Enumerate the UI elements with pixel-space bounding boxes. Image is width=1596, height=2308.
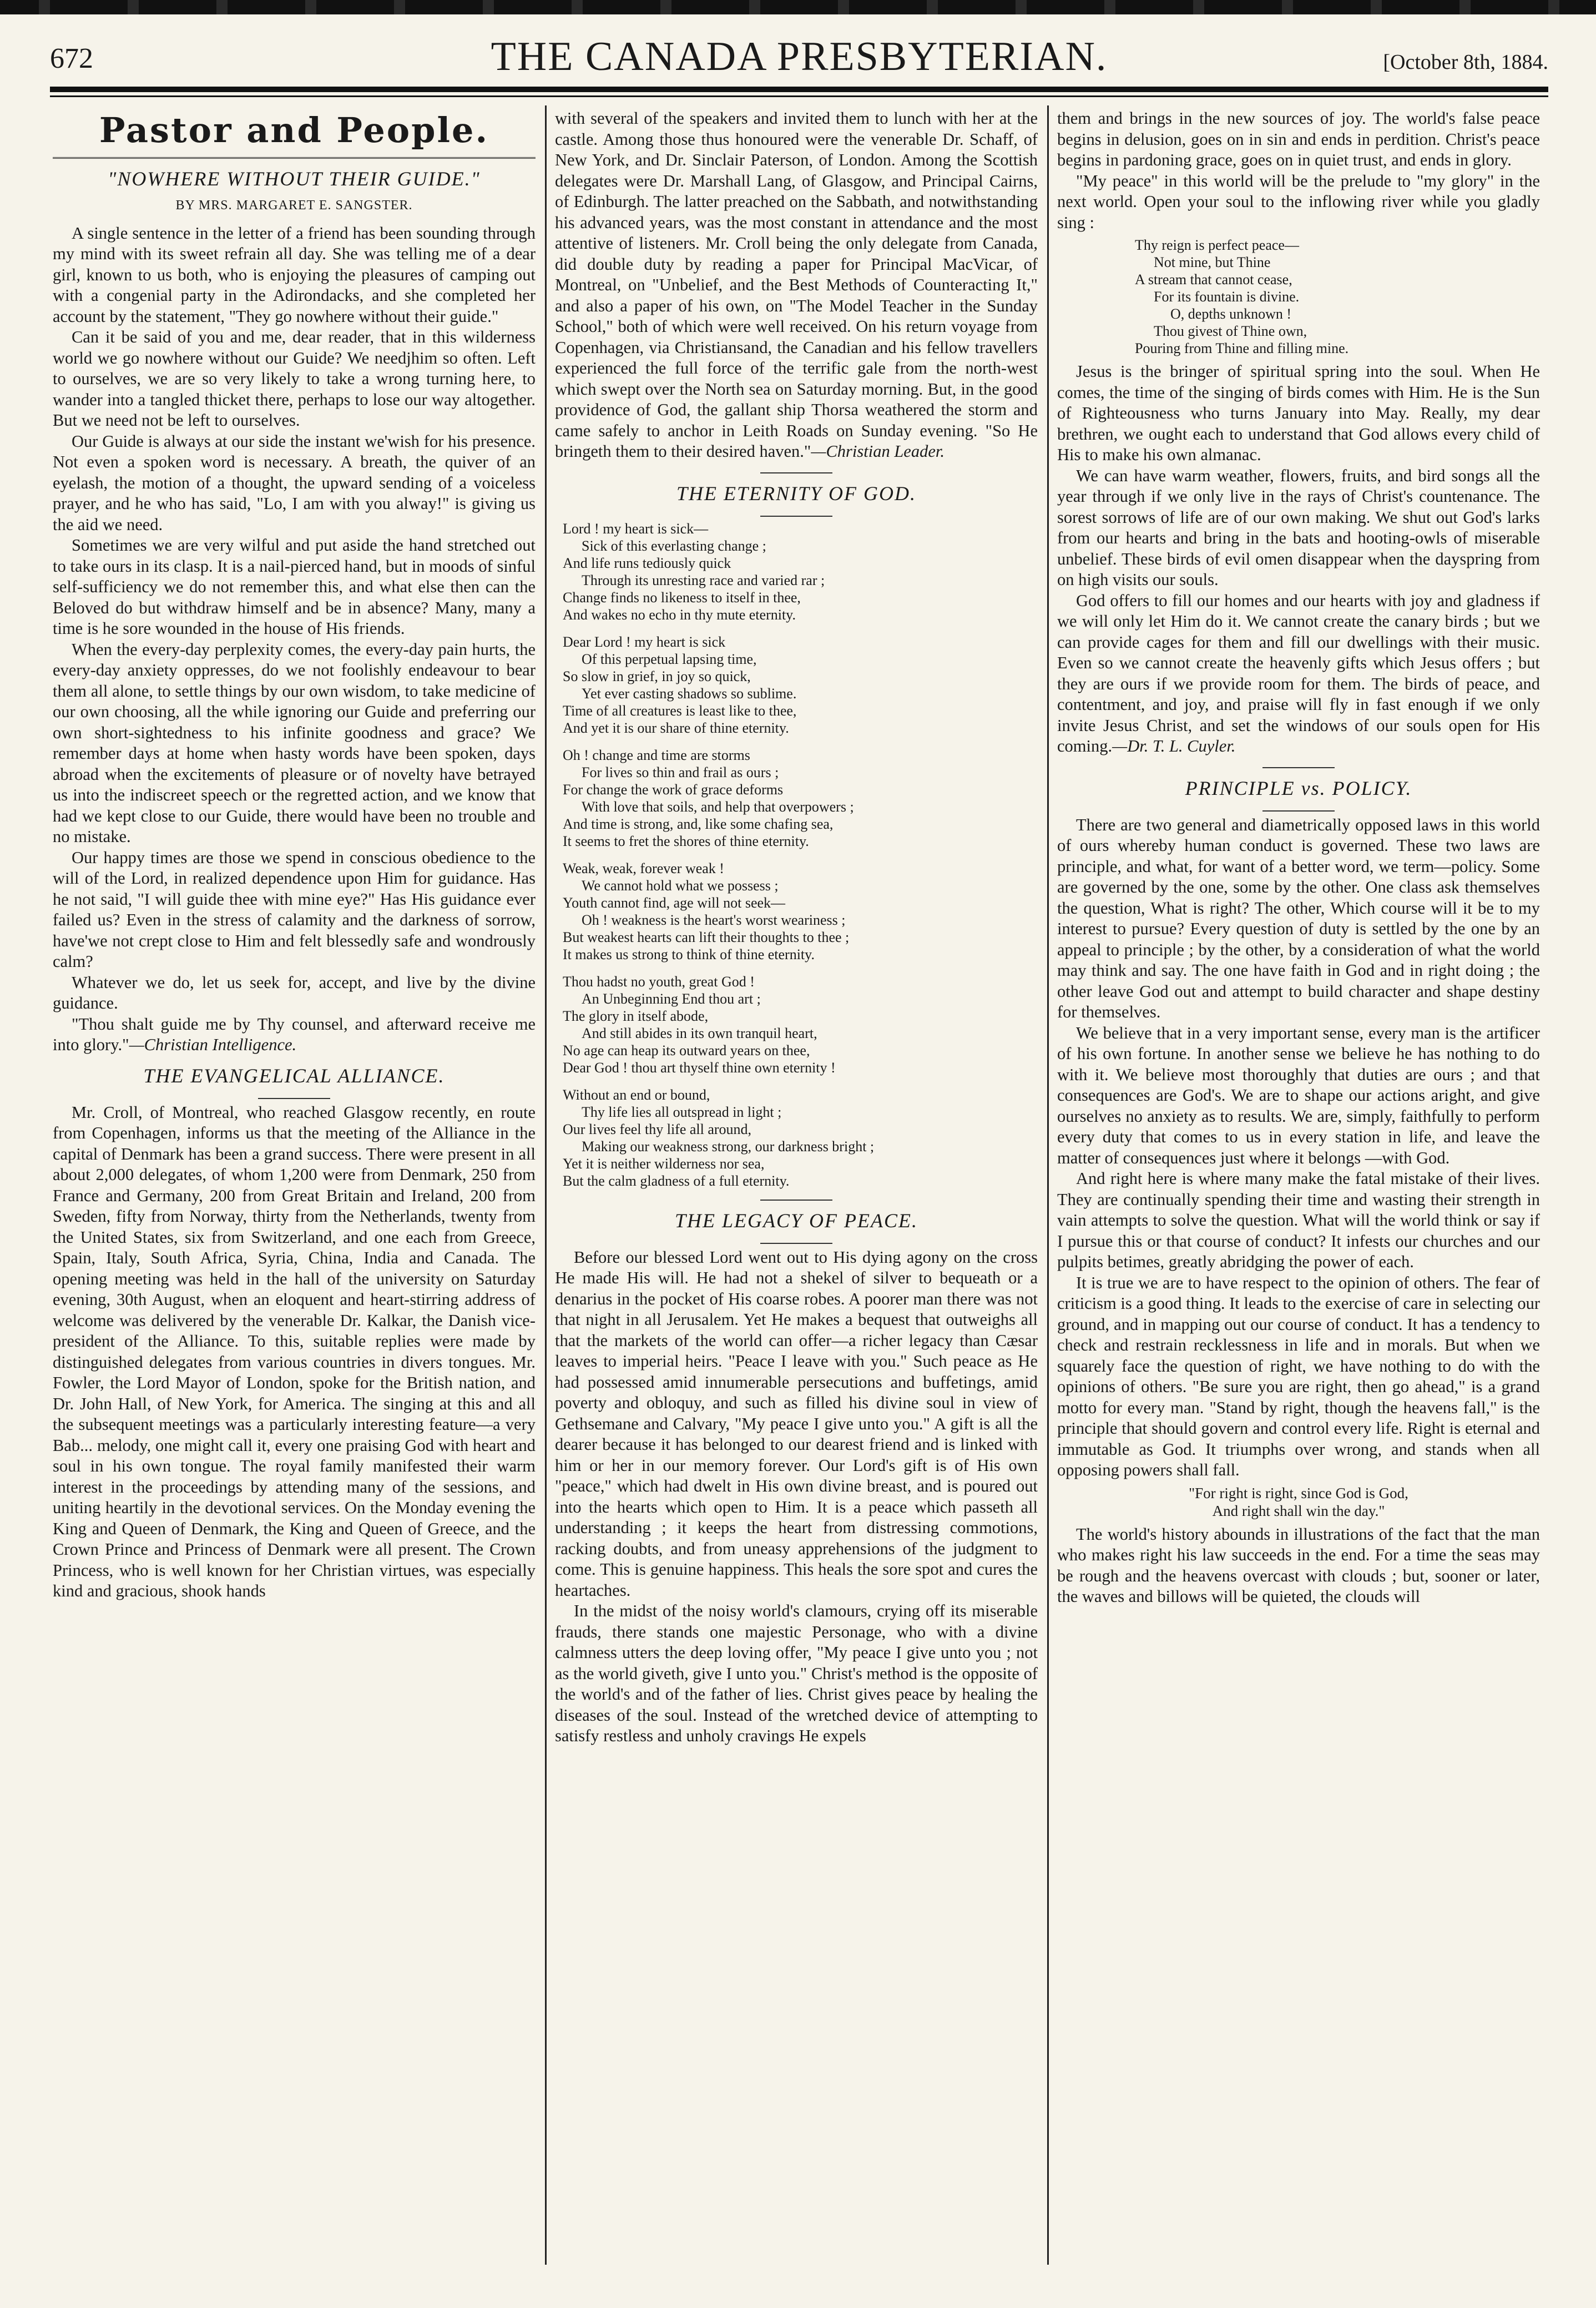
poem-line: It makes us strong to think of thine eternity. <box>563 946 815 962</box>
poem <box>563 520 1038 1190</box>
poem-line: And still abides in its own tranquil heart, <box>582 1025 817 1041</box>
poem-stanza <box>563 747 1038 850</box>
poem-line: Through its unresting race and varied rar ; <box>582 572 825 588</box>
poem-line: And wakes no echo in thy mute eternity. <box>563 606 796 623</box>
paragraph: We can have warm weather, flowers, fruits, and bird songs all the year through if we only live in the rays of Christ's countenance. The sorest sorrows of life are of our own making. We shut out God's larks from our hearts and bring in the bats and hooting-owls of miserable unbelief. These birds of evil omen disappear when the dayspring from on high visits our souls. <box>1057 466 1540 589</box>
column-divider-2 <box>1047 105 1049 2265</box>
paragraph: Can it be said of you and me, dear reader, that in this wilderness world we go nowhere without our Guide? We needjhim so often. Left to ourselves, we are so very likely to take a wrong turning here, to wander into a tangled thicket there, perhaps to lose our way altogether. But we need not be left to ourselves. <box>53 327 536 430</box>
poem-line: Dear God ! thou art thyself thine own eternity ! <box>563 1059 836 1076</box>
paragraph: Our happy times are those we spend in conscious obedience to the will of the Lord, in realized dependence upon Him for guidance. Has he not said, "I will guide thee with mine eye?" Has His guidance ever failed us? Even in the stress of calamity and the darkness of sorrow, have'we not crept close to Him and felt blessedly safe and wondrously calm? <box>53 848 536 971</box>
page-top-edge <box>0 0 1596 14</box>
paragraph: them and brings in the new sources of joy. The world's false peace begins in delusion, goes on in sin and ends in perdition. Christ's peace begins in pardoning grace, goes on in quiet trust, and ends in glory. <box>1057 109 1540 169</box>
paragraph: Sometimes we are very wilful and put aside the hand stretched out to take ours in its clasp. It is a nail-pierced hand, but in moods of sinful self-sufficiency we do not remember this, and what else then can the Beloved do but withdraw himself and be in absence? Many, many a time is he sore wounded in the house of His friends. <box>53 536 536 638</box>
paragraph: Mr. Croll, of Montreal, who reached Glasgow recently, en route from Copenhagen, informs us that the meeting of the Alliance in the capital of Denmark has been a grand success. There were present in all about 2,000 delegates, of whom 1,200 were from Denmark, 250 from France and Germany, 200 from Great Britain and Ireland, 200 from Sweden, fifty from Norway, thirty from the Netherlands, twenty from the United States, six from Switzerland, and one each from Greece, Spain, Italy, South Africa, Syria, China, India and Canada. The opening meeting was held in the hall of the university on Saturday evening, 30th August, when an eloquent and heart-stirring address of welcome was delivered by the venerable Dr. Kalkar, the Danish vice-president of the Alliance. To this, suitable replies were made by distinguished delegates from various countries in divers tongues. Mr. Fowler, the Lord Mayor of London, spoke for the British nation, and Dr. John Hall, of New York, for America. The singing at this and all the subsequent meetings was a particularly interesting feature—a very Bab... melody, one might call it, every one praising God with heart and soul in his own tongue. The royal family manifested their warm interest in the proceedings by attending many of the sessions, and uniting heartily in the devotional services. On the Monday evening the King and Queen of Denmark, the King and Queen of Greece, and the Crown Prince and Princess of Denmark were all present. The Crown Princess, who is well known for her Christian virtues, was especially kind and gracious, shook hands <box>53 1102 536 1600</box>
poem-line: For change the work of grace deforms <box>563 781 784 798</box>
masthead-rule-thick <box>50 87 1548 92</box>
poem-line: With love that soils, and help that overpowers ; <box>582 798 854 815</box>
article-source: —Dr. T. L. Cuyler. <box>1112 737 1236 755</box>
quote-text: "Thou shalt guide me by Thy counsel, and afterward receive me into glory." <box>53 1014 536 1054</box>
article-divider <box>1262 767 1335 768</box>
title-rule <box>760 516 832 517</box>
masthead-rule-thin <box>50 95 1548 97</box>
poem-line: Change finds no likeness to itself in thee, <box>563 589 801 606</box>
poem-line: The glory in itself abode, <box>563 1007 709 1024</box>
column-1 <box>53 108 536 2262</box>
paragraph-text: God offers to fill our homes and our hearts with joy and gladness if we will only let Him do it. We cannot create the canary birds ; but we can provide cages for them and fill our dwellings with their music. Even so we cannot create the heavenly gifts which Jesus offers ; but they are ours if we provide room for them. The birds of peace, and contentment, and joy, and praise will fly in fast enough if we only invite Jesus Christ, and set the windows of our souls open for His coming. <box>1057 591 1540 755</box>
article-title: THE ETERNITY OF GOD. <box>676 482 917 505</box>
poem-line: Sick of this everlasting change ; <box>582 537 766 554</box>
poem-line: An Unbeginning End thou art ; <box>582 990 761 1007</box>
poem-line: Thy life lies all outspread in light ; <box>582 1103 782 1120</box>
poem-line: For its fountain is divine. <box>1154 289 1300 305</box>
paragraph: In the midst of the noisy world's clamours, crying off its miserable frauds, there stands one majestic Personage, who with a divine calmness utters the deep loving offer, "My peace I give unto you ; not as the world giveth, give I unto you." Christ's method is the opposite of the world's and of the father of lies. Christ gives peace by healing the diseases of the soul. Instead of the wretched device of attempting to satisfy restless and unholy cravings He expels <box>555 1601 1038 1745</box>
article-divider <box>760 1200 832 1201</box>
article-title: THE EVANGELICAL ALLIANCE. <box>143 1064 445 1087</box>
continued-text: with several of the speakers and invited them to lunch with her at the castle. Among those thus honoured were the venerable Dr. Schaff, of New York, and Dr. Sinclair Paterson, of London. Among the Scottish delegates were Dr. Marshall Lang, of Glasgow, and Principal Cairns, of Edinburgh. The latter preached on the Sabbath, and notwithstanding his advanced years, was the most constant in attendance and the most attentive of listeners. Mr. Croll being the only delegate from Canada, did double duty by reading a paper for Principal MacVicar, of Montreal, on "Unbelief, and the Best Methods of Counteracting It," and also a paper of his own, on "The Model Teacher in the Sunday School," both of which were well received. On his return voyage from Copenhagen, via Christiansand, the Canadian and his fellow travellers experienced the full force of the terrific gale from the north-west which swept over the North sea on Saturday morning. But, in the good providence of God, the gallant ship Thorsa weathered the storm and came safely to anchor in Leith Roads on Sunday evening. "So He bringeth them to their desired haven." <box>555 109 1038 461</box>
article-title: "NOWHERE WITHOUT THEIR GUIDE." <box>108 168 481 190</box>
poem-line: Time of all creatures is least like to thee, <box>563 702 797 719</box>
paragraph-with-source <box>555 108 1038 462</box>
poem-line: For lives so thin and frail as ours ; <box>582 764 779 780</box>
poem-line: A stream that cannot cease, <box>1135 271 1292 288</box>
paragraph: It is true we are to have respect to the opinion of others. The fear of criticism is a good thing. It leads to the exercise of care in selecting our ground, and in mapping out our course of conduct. It has a tendency to check and restrain recklessness in life and in morals. But when we squarely face the question of right, we have nothing to do with the opinions of others. "Be sure you are right, then go ahead," is a grand motto for every man. "Stand by right, though the heavens fall," is the principle that should govern and control every life. Right is eternal and immutable as God. It triumphs over wrong, and stands when all opposing powers shall fall. <box>1057 1273 1540 1479</box>
poem-line: But the calm gladness of a full eternity. <box>563 1172 790 1189</box>
paragraph: Our Guide is always at our side the instant we'wish for his presence. Not even a spoken word is necessary. A breath, the quiver of an eyelash, the motion of a thought, the upward sending of a voiceless prayer, and he who has said, "Lo, I am with you alway!" is giving us the aid we need. <box>53 431 536 534</box>
article-divider <box>760 472 832 473</box>
paragraph: Whatever we do, let us seek for, accept, and live by the divine guidance. <box>53 972 536 1012</box>
poem-line: Weak, weak, forever weak ! <box>563 860 724 876</box>
couplet <box>1057 1484 1540 1520</box>
poem-line: Of this perpetual lapsing time, <box>582 651 757 667</box>
poem-line: And yet it is our share of thine eternity. <box>563 719 789 736</box>
poem-line: And life runs tediously quick <box>563 555 731 571</box>
poem-line: So slow in grief, in joy so quick, <box>563 668 751 684</box>
poem-line: Pouring from Thine and filling mine. <box>1135 340 1349 356</box>
paragraph: "My peace" in this world will be the prelude to "my glory" in the next world. Open your soul to the inflowing river while you gladly sing : <box>1057 171 1540 232</box>
paragraph: There are two general and diametrically opposed laws in this world of ours whereby human conduct is governed. These two laws are principle, and what, for want of a better word, we term—policy. Some are governed by the one, some by the other. One class ask themselves the question, What is right? The other, Which course will it be to my interest to pursue? Every question of duty is settled by the one by an appeal to principle ; by the other, by a consideration of what the world may think and say. The one have faith in God and in right doing ; the other leave God out and attempt to build character and shape destiny for themselves. <box>1057 815 1540 1021</box>
poem-line: It seems to fret the shores of thine eternity. <box>563 833 809 849</box>
poem-line: Thy reign is perfect peace— <box>1135 237 1299 253</box>
quote-line: And right shall win the day." <box>1212 1502 1385 1519</box>
title-rule <box>258 1098 330 1099</box>
poem-line: We cannot hold what we possess ; <box>582 877 779 894</box>
article-byline: BY MRS. MARGARET E. SANGSTER. <box>175 198 413 213</box>
poem-stanza <box>563 973 1038 1076</box>
poem-line: Yet it is neither wilderness nor sea, <box>563 1155 765 1172</box>
title-rule <box>760 1243 832 1244</box>
title-rule <box>1262 810 1335 812</box>
paragraph: A single sentence in the letter of a friend has been sounding through my mind with its sweet refrain all day. She was telling me of a dear girl, known to us both, who is enjoying the pleasures of camping out with a congenial party in the Adirondacks, and she completed her account by the statement, "They go nowhere without their guide." <box>53 223 536 326</box>
paragraph: The world's history abounds in illustrations of the fact that the man who makes right his law succeeds in the end. For a time the seas may be rough and the heavens overcast with clouds ; but, sooner or later, the waves and billows will be quieted, the clouds will <box>1057 1524 1540 1606</box>
masthead <box>50 33 1548 83</box>
poem-line: Without an end or bound, <box>563 1086 710 1103</box>
issue-date: [October 8th, 1884. <box>1383 51 1548 74</box>
column-2 <box>555 108 1038 2262</box>
quote-line: "For right is right, since God is God, <box>1189 1484 1408 1501</box>
poem-line: Oh ! weakness is the heart's worst weariness ; <box>582 911 846 928</box>
poem-line: Our lives feel thy life all around, <box>563 1121 752 1137</box>
poem-stanza <box>563 860 1038 963</box>
paragraph: And right here is where many make the fatal mistake of their lives. They are continually spending their time and wasting their strength in vain attempts to solve the question. What will the world think or say if I pursue this or that course of conduct? It infests our churches and our pulpits betimes, greatly abridging the power of each. <box>1057 1169 1540 1271</box>
paragraph-with-source <box>1057 591 1540 757</box>
poem-line: Thou hadst no youth, great God ! <box>563 973 755 990</box>
poem-line: Oh ! change and time are storms <box>563 747 750 763</box>
paragraph: Jesus is the bringer of spiritual spring into the soul. When He comes, the time of the singing of birds comes with Him. He is the Sun of Righteousness who turns January into May. Really, my dear brethren, we ought each to understand that God allows every child of His to make his own almanac. <box>1057 362 1540 464</box>
poem-line: Dear Lord ! my heart is sick <box>563 633 726 650</box>
column-3 <box>1057 108 1540 2262</box>
page-number: 672 <box>50 43 93 74</box>
poem-line: No age can heap its outward years on thee, <box>563 1042 810 1059</box>
article-source: —Christian Leader. <box>811 442 945 461</box>
poem-stanza <box>563 1086 1038 1190</box>
poem-line: Not mine, but Thine <box>1154 254 1271 270</box>
hymn-verse <box>1135 236 1540 357</box>
poem-line: O, depths unknown ! <box>1170 306 1292 322</box>
poem-line: Youth cannot find, age will not seek— <box>563 894 786 911</box>
paragraph: When the every-day perplexity comes, the every-day pain hurts, the every-day anxiety oppresses, do we not foolishly endeavour to bear them all alone, to settle things by our own wisdom, to take medicine of our own choosing, all the while ignoring our Guide and preferring our own short-sightedness to his infinite goodness and grace? We remember days at home when hasty words have been spoken, days abroad when the excitements of pleasure or of novelty have betrayed us into the indiscreet speech or the regretted action, and we know that had we kept close to our Guide, there would have been no trouble and no mistake. <box>53 639 536 846</box>
article-title: PRINCIPLE vs. POLICY. <box>1185 777 1412 799</box>
paper-title: THE CANADA PRESBYTERIAN. <box>491 34 1108 79</box>
section-heading: Pastor and People. <box>53 108 536 159</box>
paragraph: We believe that in a very important sense, every man is the artificer of his own fortune. In another sense we believe he has nothing to do with it. We believe most thoroughly that duties are ours ; and that consequences are God's. We are to shape our actions aright, and give ourselves no anxiety as to results. We are, simply, faithfully to perform every duty that comes to us in every station in life, and leave the matter of consequences just where it belongs —with God. <box>1057 1023 1540 1167</box>
poem-stanza <box>563 633 1038 737</box>
poem-line: Yet ever casting shadows so sublime. <box>582 685 797 702</box>
paragraph: Before our blessed Lord went out to His dying agony on the cross He made His will. He had not a shekel of silver to bequeath or a denarius in the pocket of His coarse robes. A poorer man there was not that night in all Jerusalem. Yet He makes a bequest that outweighs all that the markets of the world can offer—a richer legacy than Cæsar leaves to imperial heirs. "Peace I leave with you." Such peace as He had possessed amid innumerable persecutions and buffetings, amid poverty and obloquy, and such as filled his divine soul in view of Gethsemane and Calvary, "My peace I give unto you." A gift is all the dearer because it has belonged to our dearest friend and is linked with him or her in our memory forever. Our Lord's gift is of His own "peace," which had dwelt in His own divine breast, and is poured out into the hearts which open to Him. It is a peace which passeth all understanding ; it keeps the heart from distressing commotions, racking doubts, and from uneasy apprehensions of the judgment to come. This is genuine happiness. This heals the sore spot and cures the heartaches. <box>555 1247 1038 1600</box>
column-divider-1 <box>545 105 547 2265</box>
poem-line: Thou givest of Thine own, <box>1154 323 1307 339</box>
poem-line: But weakest hearts can lift their thoughts to thee ; <box>563 929 850 945</box>
article-source: —Christian Intelligence. <box>129 1035 297 1054</box>
poem-stanza <box>563 520 1038 623</box>
article-title: THE LEGACY OF PEACE. <box>674 1209 918 1232</box>
poem-line: Making our weakness strong, our darkness bright ; <box>582 1138 875 1155</box>
poem-line: Lord ! my heart is sick— <box>563 520 709 537</box>
poem-line: And time is strong, and, like some chafing sea, <box>563 815 834 832</box>
paragraph-with-source <box>53 1014 536 1056</box>
